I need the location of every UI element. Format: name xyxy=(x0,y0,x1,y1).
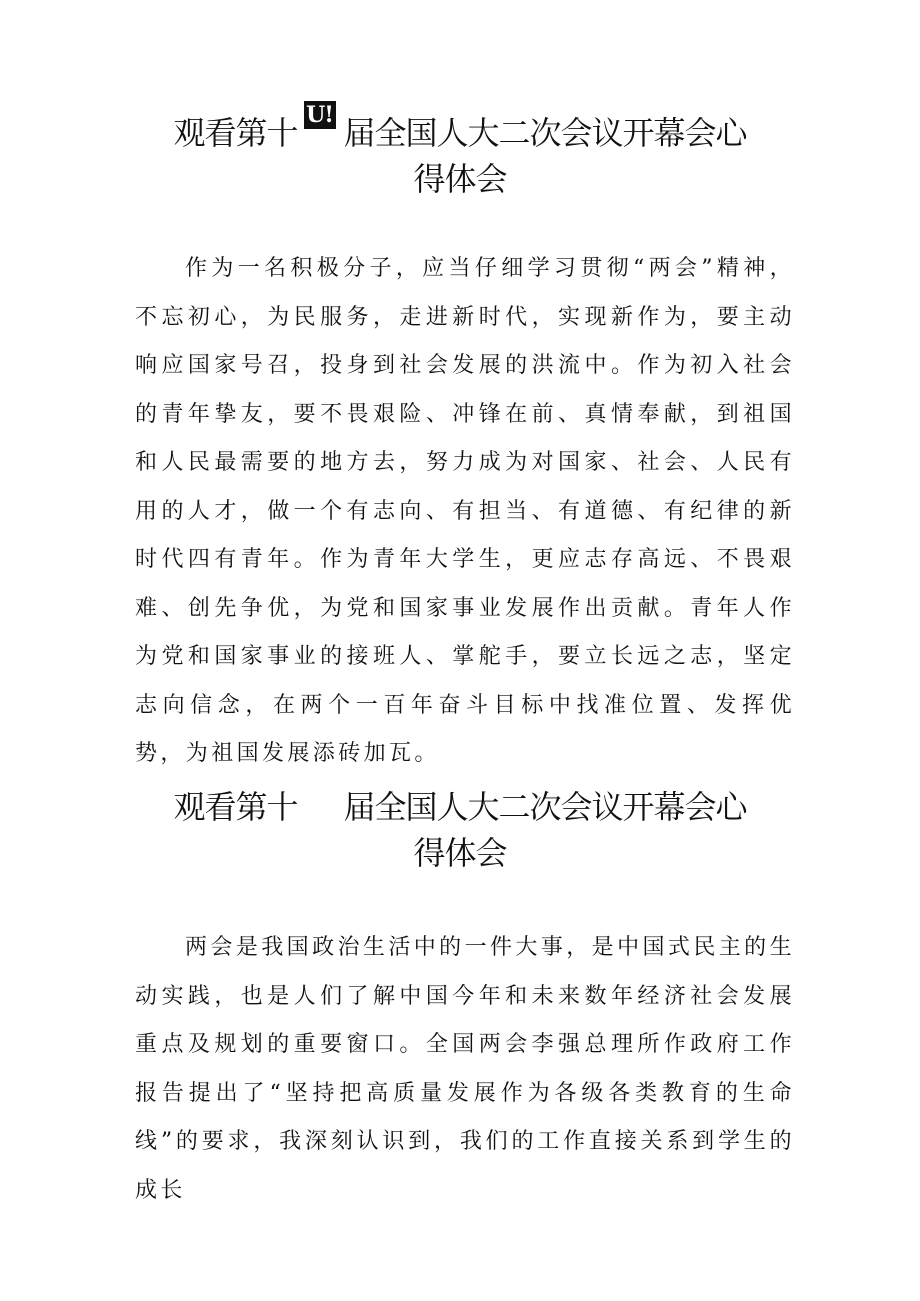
section-2-title xyxy=(120,784,800,876)
title-gap xyxy=(298,793,344,825)
garbled-glyph-icon: U! xyxy=(304,101,336,129)
section-2-title-part2: 届全国人大二次会议开幕会心 xyxy=(343,788,747,826)
section-1-title xyxy=(120,102,800,202)
section-1-body: 作为一名积极分子，应当仔细学习贯彻“两会”精神，不忘初心，为民服务，走进新时代，实现新作为，要主动响应国家号召，投身到社会发展的洪流中。作为初入社会的青年挚友，要不畏艰险、冲锋在前、真情奉献，到祖国和人民最需要的地方去，努力成为对国家、社会、人民有用的人才，做一个有志向、有担当、有道德、有纪律的新时代四有青年。作为青年大学生，更应志存高远、不畏艰难、创先争优，为党和国家事业发展作出贡献。青年人作为党和国家事业的接班人、掌舵手，要立长远之志，坚定志向信念，在两个一百年奋斗目标中找准位置、发挥优势，为祖国发展添砖加瓦。 xyxy=(135,256,795,766)
section-1-title-line2: 得体会 xyxy=(413,160,507,198)
section-2-body: 两会是我国政治生活中的一件大事，是中国式民主的生动实践，也是人们了解中国今年和未来数年经济社会发展重点及规划的重要窗口。全国两会李强总理所作政府工作报告提出了“坚持把高质量发展作为各级各类教育的生命线”的要求，我深刻认识到，我们的工作直接关系到学生的成长 xyxy=(135,935,795,1203)
title-gap xyxy=(298,102,344,151)
section-2-title-part1: 观看第十 xyxy=(173,788,298,826)
section-1-title-part1: 观看第十 xyxy=(173,114,298,152)
section-1-title-part2: 届全国人大二次会议开幕会心 xyxy=(343,114,747,152)
section-2-title-line2: 得体会 xyxy=(413,834,507,872)
